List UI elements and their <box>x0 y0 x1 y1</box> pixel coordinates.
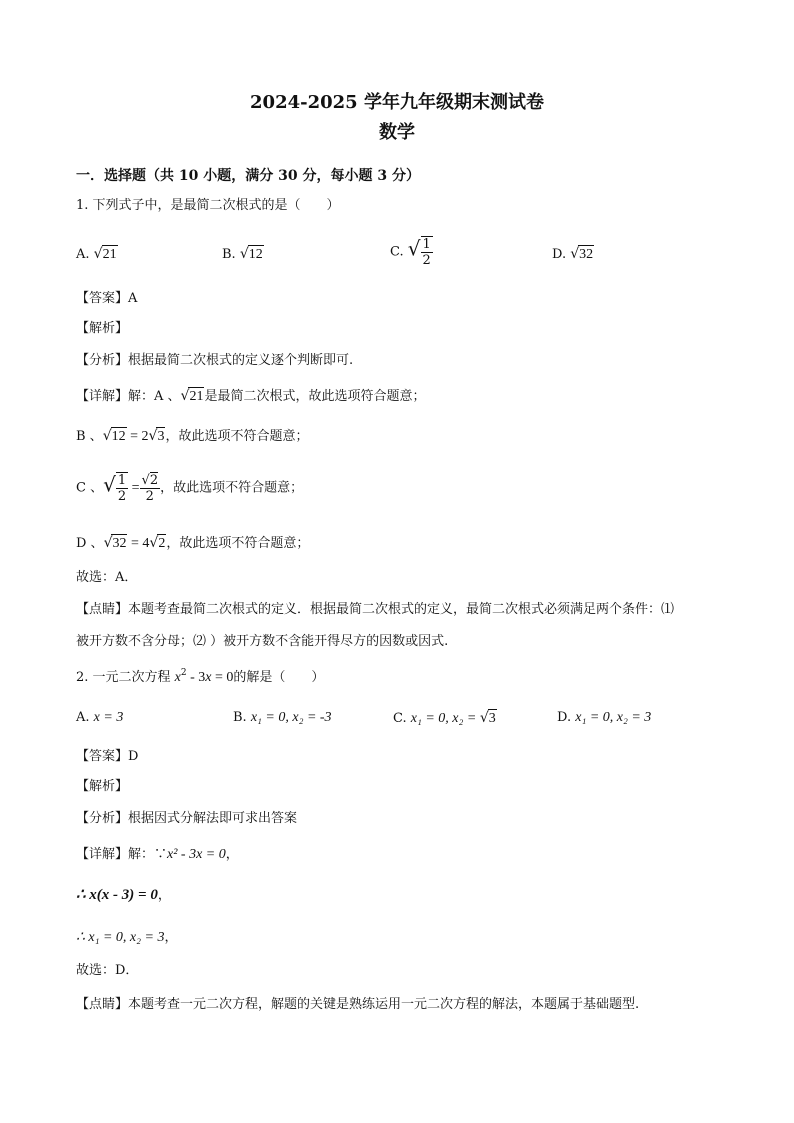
subject-title: 数学 <box>379 122 415 143</box>
q1-option-c: C. √ $\frac{1}{2}$ <box>390 236 431 268</box>
q2-option-c: C. x₁ = 0, x₂ = √3 <box>393 710 496 726</box>
q2-fenxi: 【分析】根据因式分解法即可求出答案 <box>76 811 298 826</box>
q1-option-d-radical: √32 <box>570 246 594 262</box>
q2-dianjing: 【点睛】本题考查一元二次方程，解题的关键是熟练运用一元二次方程的解法，本题属于基础题型. <box>76 997 640 1012</box>
q2-option-b: B. x₁ = 0, x₂ = -3 <box>233 710 332 725</box>
section-heading: 一．选择题（共 10 小题，满分 30 分，每小题 3 分） <box>76 168 420 184</box>
q2-stem: 2. 一元二次方程 $x^2 - 3x = 0$的解是（ ） <box>76 668 325 685</box>
q2-option-a: A. x = 3 <box>76 710 124 725</box>
q1-option-b-label: B. <box>222 247 240 262</box>
q2-option-d: D. x₁ = 0, x₂ = 3 <box>557 710 652 725</box>
q1-option-d-label: D. <box>552 247 571 262</box>
q1-choose: 故选：A． <box>76 570 138 585</box>
q1-option-b-radical: √12 <box>239 246 263 262</box>
q1-stem: 1. 下列式子中，是最简二次根式的是（ ） <box>76 198 340 213</box>
q1-option-a-radical: √21 <box>93 246 117 262</box>
q1-dianjing-line1: 【点睛】本题考查最简二次根式的定义．根据最简二次根式的定义，最简二次根式必须满足两个条件：⑴ <box>76 602 675 617</box>
q1-detail-c: C 、√ $\frac{1}{2}$ = $\frac{√2}{2}$ ，故此选项不符合题意； <box>76 472 304 504</box>
q2-answer: 【答案】D <box>76 749 139 764</box>
q2-analysis-label: 【解析】 <box>76 779 129 794</box>
q2-detail: 【详解】解：∵x² - 3x = 0， <box>76 847 239 862</box>
q1-option-a <box>76 245 118 264</box>
q1-dianjing-line2: 被开方数不含分母；⑵ ）被开方数不含能开得尽方的因数或因式. <box>76 634 449 649</box>
q1-detail-a: 【详解】解：A 、√21是最简二次根式，故此选项符合题意； <box>76 388 426 404</box>
q1-answer: 【答案】A <box>76 291 138 306</box>
q1-option-d <box>552 245 594 264</box>
q1-fenxi: 【分析】根据最简二次根式的定义逐个判断即可. <box>76 353 354 368</box>
q1-option-c-label: C. <box>390 244 408 260</box>
q1-detail-b: B 、√12 = 2√3，故此选项不符合题意； <box>76 428 309 444</box>
q1-analysis-label: 【解析】 <box>76 321 129 336</box>
q1-detail-d: D 、√32 = 4√2，故此选项不符合题意； <box>76 535 310 551</box>
q2-step1: ∴ x(x - 3) = 0， <box>76 887 171 903</box>
exam-title: 2024-2025 学年九年级期末测试卷 <box>250 92 544 113</box>
q1-option-b <box>222 245 264 264</box>
q2-step2: ∴ x₁ = 0, x₂ = 3， <box>76 930 178 945</box>
q1-option-c-fraction: $\frac{1}{2}$ <box>422 237 431 268</box>
q2-choose: 故选：D． <box>76 963 139 978</box>
q1-option-a-label: A. <box>76 247 94 262</box>
